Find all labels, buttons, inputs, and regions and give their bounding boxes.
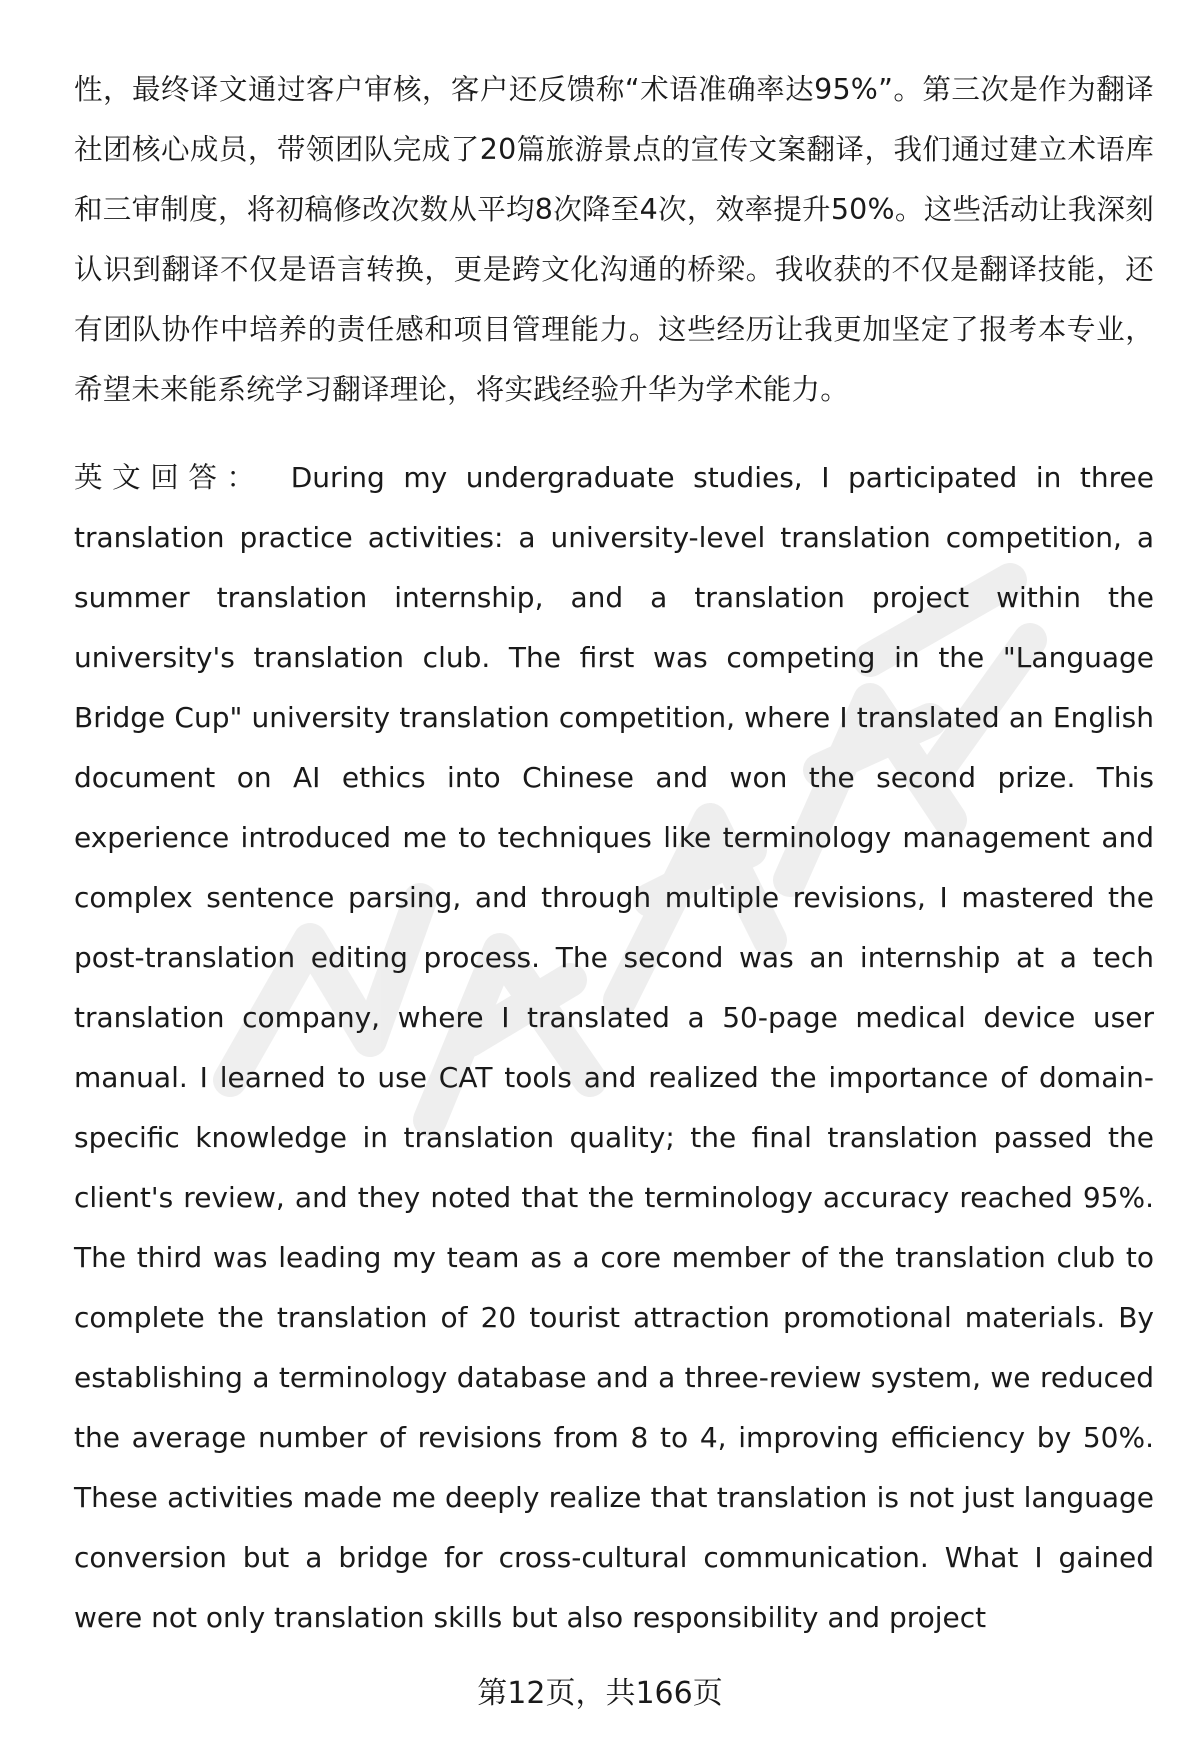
chinese-answer-paragraph: 性，最终译文通过客户审核，客户还反馈称“术语准确率达95%”。第三次是作为翻译社团核心成员，带领团队完成了20篇旅游景点的宣传文案翻译，我们通过建立术语库和三审制度，将初稿修改次数从平均8次降至4次，效率提升50%。这些活动让我深刻认识到翻译不仅是语言转换，更是跨文化沟通的桥梁。我收获的不仅是翻译技能，还有团队协作中培养的责任感和项目管理能力。这些经历让我更加坚定了报考本专业，希望未来能系统学习翻译理论，将实践经验升华为学术能力。 bbox=[74, 73, 1154, 406]
page-number-footer: 第12页，共166页 bbox=[477, 1676, 723, 1711]
english-answer-label: 英文回答： bbox=[74, 461, 265, 494]
english-answer-text: During my undergraduate studies, I participated in three translation practice activities: a university-level translation competition, a summer translation internship, and a translation project within the university's translation club. The first was competing in the "Language Bridge Cup" university translation competition, where I translated an English document on AI ethics into Chinese and won the second prize. This experience introduced me to techniques like terminology management and complex sentence parsing, and through multiple revisions, I mastered the post-translation editing process. The second was an internship at a tech translation company, where I translated a 50-page medical device user manual. I learned to use CAT tools and realized the importance of domain-specific knowledge in translation quality; the final translation passed the client's review, and they noted that the terminology accuracy reached 95%. The third was leading my team as a core member of the translation club to complete the translation of 20 tourist attraction promotional materials. By establishing a terminology database and a three-review system, we reduced the average number of revisions from 8 to 4, improving efficiency by 50%. These activities made me deeply realize that translation is not just language conversion but a bridge for cross-cultural communication. What I gained were not only translation skills but also responsibility and project bbox=[74, 461, 1154, 1634]
document-body bbox=[74, 60, 1154, 1648]
english-answer-paragraph bbox=[74, 448, 1154, 1648]
